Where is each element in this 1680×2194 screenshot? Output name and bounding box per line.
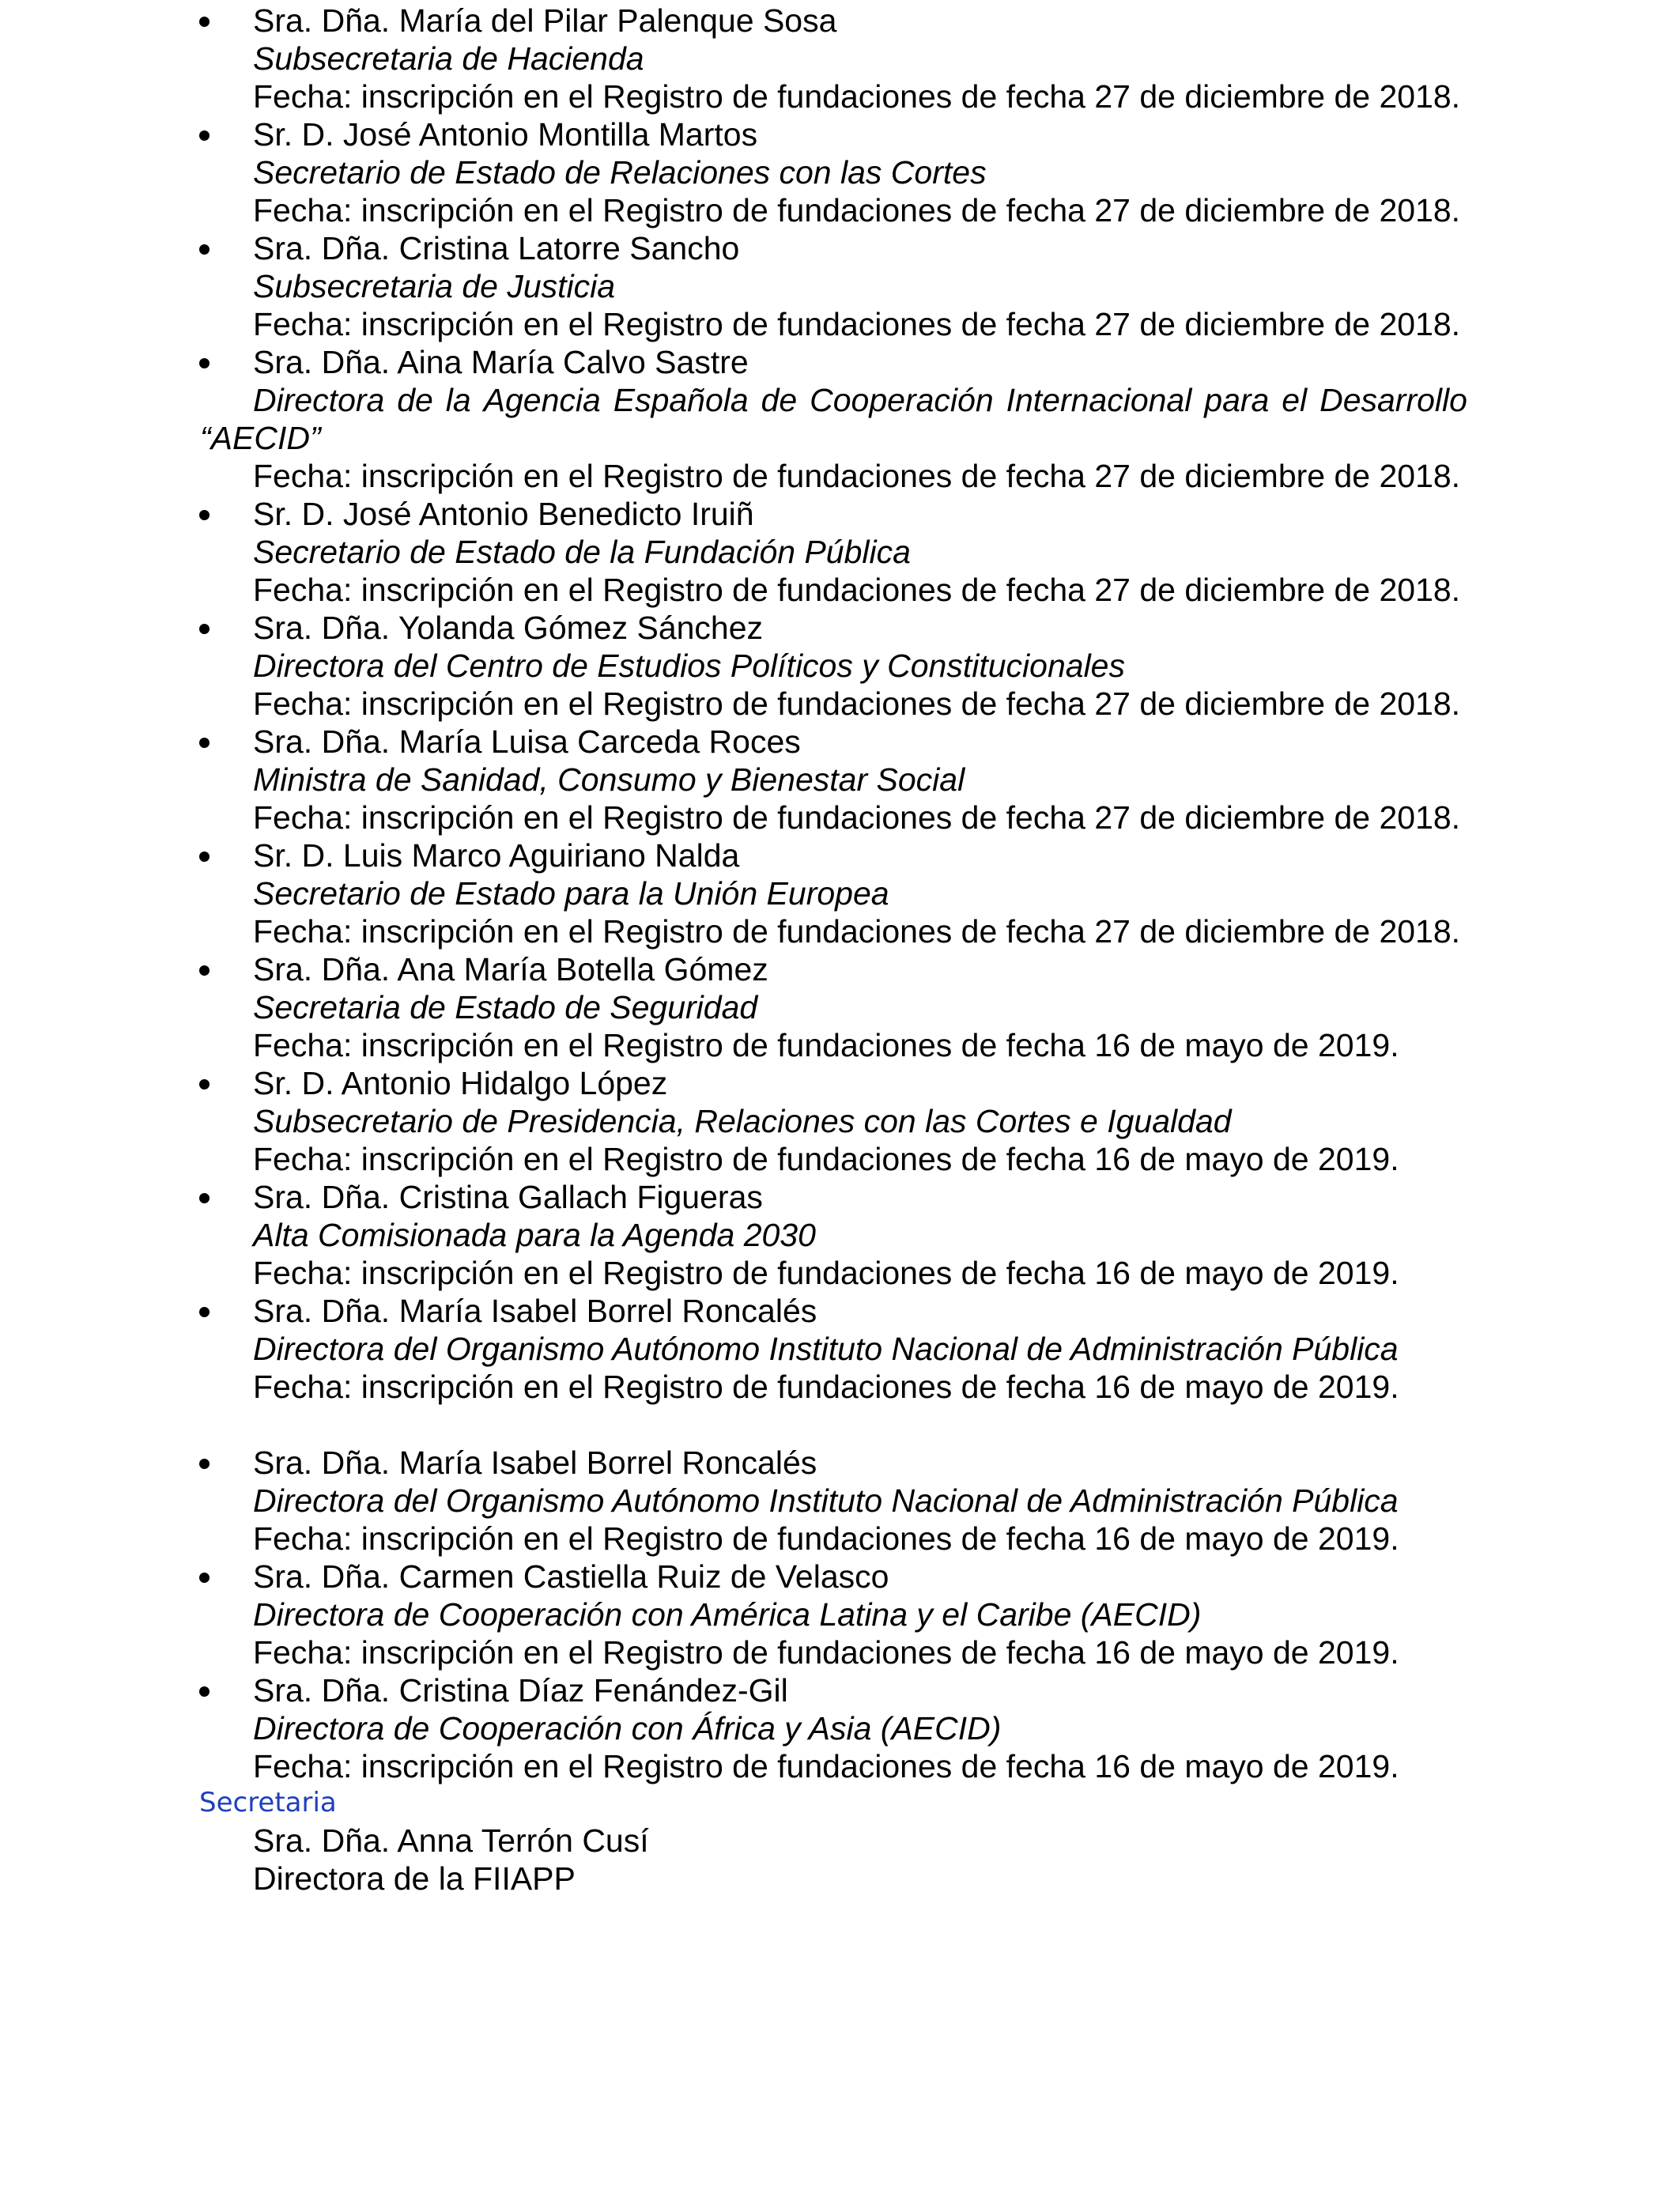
member-name: Sra. Dña. Aina María Calvo Sastre bbox=[253, 344, 749, 380]
member-role-continued: “AECID” bbox=[200, 420, 321, 456]
member-role: Ministra de Sanidad, Consumo y Bienestar Social bbox=[253, 761, 965, 798]
role-word: para bbox=[1204, 382, 1270, 418]
bullet-icon bbox=[199, 738, 210, 748]
role-word: Cooperación bbox=[810, 382, 994, 418]
section-heading: Secretaria bbox=[199, 1787, 337, 1818]
member-name: Sra. Dña. Yolanda Gómez Sánchez bbox=[253, 610, 764, 646]
role-word: la bbox=[445, 382, 471, 418]
bullet-icon bbox=[199, 852, 210, 862]
member-role: Subsecretaria de Justicia bbox=[253, 268, 616, 304]
bullet-icon bbox=[199, 1193, 210, 1203]
bullet-icon bbox=[199, 1573, 210, 1583]
registration-date: Fecha: inscripción en el Registro de fundaciones de fecha 27 de diciembre de 2018. bbox=[253, 685, 1461, 722]
registration-date: Fecha: inscripción en el Registro de fundaciones de fecha 27 de diciembre de 2018. bbox=[253, 799, 1461, 836]
registration-date: Fecha: inscripción en el Registro de fundaciones de fecha 16 de mayo de 2019. bbox=[253, 1520, 1399, 1557]
member-name: Sr. D. José Antonio Benedicto Iruiñ bbox=[253, 496, 754, 532]
bullet-icon bbox=[199, 17, 210, 27]
registration-date: Fecha: inscripción en el Registro de fundaciones de fecha 16 de mayo de 2019. bbox=[253, 1634, 1399, 1671]
bullet-icon bbox=[199, 965, 210, 976]
member-role: Directora del Organismo Autónomo Instituto Nacional de Administración Pública bbox=[253, 1482, 1399, 1519]
bullet-icon bbox=[199, 1459, 210, 1469]
member-role: Directora de Cooperación con América Latina y el Caribe (AECID) bbox=[253, 1596, 1202, 1633]
registration-date: Fecha: inscripción en el Registro de fundaciones de fecha 27 de diciembre de 2018. bbox=[253, 572, 1461, 608]
member-name: Sr. D. José Antonio Montilla Martos bbox=[253, 116, 758, 153]
member-name: Sra. Dña. Cristina Gallach Figueras bbox=[253, 1179, 763, 1215]
bullet-icon bbox=[199, 244, 210, 255]
secretary-name: Sra. Dña. Anna Terrón Cusí bbox=[253, 1822, 649, 1859]
member-name: Sra. Dña. María Isabel Borrel Roncalés bbox=[253, 1444, 817, 1481]
registration-date: Fecha: inscripción en el Registro de fundaciones de fecha 27 de diciembre de 2018. bbox=[253, 192, 1461, 228]
member-role: Subsecretaria de Hacienda bbox=[253, 40, 644, 77]
member-role: Secretaria de Estado de Seguridad bbox=[253, 989, 758, 1025]
member-role: Subsecretario de Presidencia, Relaciones con las Cortes e Igualdad bbox=[253, 1103, 1232, 1139]
role-word: de bbox=[761, 382, 798, 418]
member-role: Directora del Centro de Estudios Políticos y Constitucionales bbox=[253, 648, 1125, 684]
registration-date: Fecha: inscripción en el Registro de fundaciones de fecha 16 de mayo de 2019. bbox=[253, 1141, 1399, 1177]
registration-date: Fecha: inscripción en el Registro de fundaciones de fecha 27 de diciembre de 2018. bbox=[253, 913, 1461, 950]
registration-date: Fecha: inscripción en el Registro de fundaciones de fecha 27 de diciembre de 2018. bbox=[253, 78, 1461, 115]
member-role: Secretario de Estado para la Unión Europea bbox=[253, 875, 889, 912]
member-role: Directora de Cooperación con África y Asia (AECID) bbox=[253, 1710, 1002, 1747]
registration-date: Fecha: inscripción en el Registro de fundaciones de fecha 16 de mayo de 2019. bbox=[253, 1748, 1399, 1784]
bullet-icon bbox=[199, 1307, 210, 1317]
registration-date: Fecha: inscripción en el Registro de fundaciones de fecha 16 de mayo de 2019. bbox=[253, 1255, 1399, 1291]
registration-date: Fecha: inscripción en el Registro de fundaciones de fecha 16 de mayo de 2019. bbox=[253, 1369, 1399, 1405]
bullet-icon bbox=[199, 1686, 210, 1697]
registration-date: Fecha: inscripción en el Registro de fundaciones de fecha 27 de diciembre de 2018. bbox=[253, 306, 1461, 342]
bullet-icon bbox=[199, 130, 210, 141]
member-name: Sra. Dña. María Luisa Carceda Roces bbox=[253, 723, 801, 760]
registration-date: Fecha: inscripción en el Registro de fundaciones de fecha 16 de mayo de 2019. bbox=[253, 1027, 1399, 1063]
member-name: Sr. D. Luis Marco Aguiriano Nalda bbox=[253, 837, 740, 874]
role-word: Directora bbox=[253, 382, 385, 418]
member-name: Sra. Dña. Carmen Castiella Ruiz de Velasco bbox=[253, 1558, 889, 1595]
member-role: Alta Comisionada para la Agenda 2030 bbox=[253, 1217, 816, 1253]
member-name: Sra. Dña. María Isabel Borrel Roncalés bbox=[253, 1293, 817, 1329]
member-role: Secretario de Estado de la Fundación Pública bbox=[253, 534, 911, 570]
member-name: Sra. Dña. Cristina Latorre Sancho bbox=[253, 230, 740, 266]
member-name: Sra. Dña. María del Pilar Palenque Sosa bbox=[253, 2, 837, 39]
secretary-role: Directora de la FIIAPP bbox=[253, 1860, 576, 1897]
member-role: Secretario de Estado de Relaciones con las Cortes bbox=[253, 154, 987, 191]
bullet-icon bbox=[199, 358, 210, 368]
member-role: Directora del Organismo Autónomo Instituto Nacional de Administración Pública bbox=[253, 1331, 1399, 1367]
bullet-icon bbox=[199, 624, 210, 634]
registration-date: Fecha: inscripción en el Registro de fundaciones de fecha 27 de diciembre de 2018. bbox=[253, 458, 1461, 494]
member-name: Sr. D. Antonio Hidalgo López bbox=[253, 1065, 668, 1101]
role-word: Internacional bbox=[1006, 382, 1192, 418]
bullet-icon bbox=[199, 510, 210, 520]
role-word: Española bbox=[613, 382, 749, 418]
bullet-icon bbox=[199, 1079, 210, 1089]
member-name: Sra. Dña. Ana María Botella Gómez bbox=[253, 951, 768, 987]
role-word: Agencia bbox=[483, 382, 601, 418]
member-name: Sra. Dña. Cristina Díaz Fenández-Gil bbox=[253, 1672, 788, 1709]
member-role-justified bbox=[253, 381, 1467, 419]
role-word: el bbox=[1282, 382, 1308, 418]
role-word: de bbox=[397, 382, 433, 418]
role-word: Desarrollo bbox=[1319, 382, 1467, 418]
